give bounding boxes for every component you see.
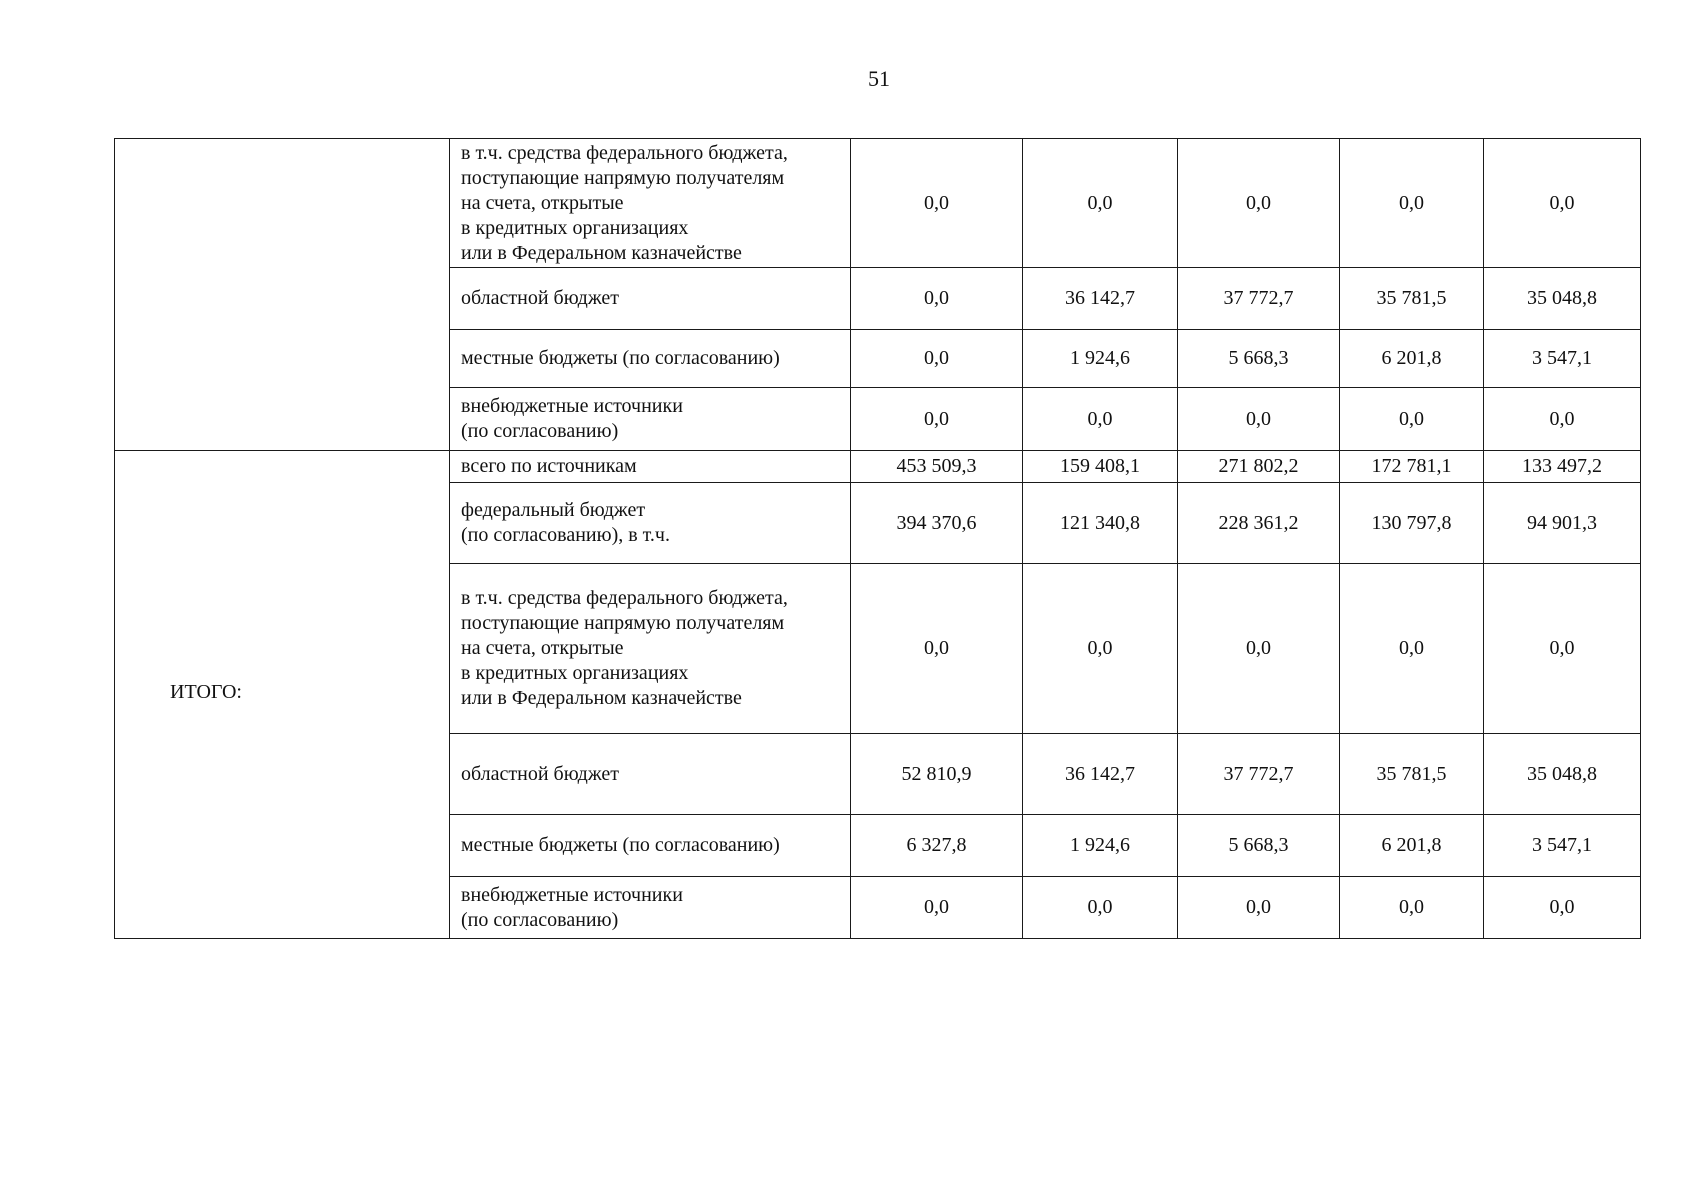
value-cell: 6 201,8	[1340, 815, 1484, 877]
value-cell: 37 772,7	[1178, 268, 1340, 330]
value-cell: 3 547,1	[1484, 815, 1641, 877]
value-cell: 0,0	[851, 330, 1023, 388]
value-cell: 0,0	[1340, 139, 1484, 268]
value-cell: 121 340,8	[1023, 483, 1178, 564]
value-cell: 0,0	[851, 564, 1023, 734]
value-cell: 35 781,5	[1340, 734, 1484, 815]
value-cell: 0,0	[1023, 388, 1178, 451]
value-cell: 0,0	[1340, 388, 1484, 451]
source-label: внебюджетные источники (по согласованию)	[450, 877, 851, 939]
value-cell: 0,0	[851, 139, 1023, 268]
value-cell: 3 547,1	[1484, 330, 1641, 388]
total-label: ИТОГО:	[170, 681, 242, 703]
value-cell: 0,0	[1023, 139, 1178, 268]
source-label: федеральный бюджет (по согласованию), в т.ч.	[450, 483, 851, 564]
value-cell: 0,0	[1023, 564, 1178, 734]
value-cell: 172 781,1	[1340, 451, 1484, 483]
budget-table	[114, 138, 1641, 939]
value-cell: 52 810,9	[851, 734, 1023, 815]
value-cell: 1 924,6	[1023, 815, 1178, 877]
source-label: местные бюджеты (по согласованию)	[450, 815, 851, 877]
value-cell: 36 142,7	[1023, 734, 1178, 815]
group-label-cell	[115, 451, 450, 939]
table-row	[115, 451, 1641, 483]
value-cell: 0,0	[1340, 564, 1484, 734]
value-cell: 36 142,7	[1023, 268, 1178, 330]
value-cell: 453 509,3	[851, 451, 1023, 483]
value-cell: 228 361,2	[1178, 483, 1340, 564]
value-cell: 0,0	[1178, 388, 1340, 451]
source-label: всего по источникам	[450, 451, 851, 483]
source-label: областной бюджет	[450, 734, 851, 815]
value-cell: 159 408,1	[1023, 451, 1178, 483]
value-cell: 130 797,8	[1340, 483, 1484, 564]
value-cell: 35 048,8	[1484, 734, 1641, 815]
value-cell: 5 668,3	[1178, 815, 1340, 877]
value-cell: 0,0	[1484, 139, 1641, 268]
value-cell: 133 497,2	[1484, 451, 1641, 483]
value-cell: 0,0	[1484, 564, 1641, 734]
value-cell: 94 901,3	[1484, 483, 1641, 564]
value-cell: 35 781,5	[1340, 268, 1484, 330]
source-label: в т.ч. средства федерального бюджета, поступающие напрямую получателям на счета, открытые в кредитных организациях или в Федеральном казначействе	[450, 564, 851, 734]
value-cell: 0,0	[1178, 564, 1340, 734]
value-cell: 5 668,3	[1178, 330, 1340, 388]
value-cell: 0,0	[851, 877, 1023, 939]
source-label: местные бюджеты (по согласованию)	[450, 330, 851, 388]
value-cell: 0,0	[851, 268, 1023, 330]
value-cell: 271 802,2	[1178, 451, 1340, 483]
source-label: внебюджетные источники (по согласованию)	[450, 388, 851, 451]
group-label-cell	[115, 139, 450, 451]
value-cell: 0,0	[1023, 877, 1178, 939]
value-cell: 1 924,6	[1023, 330, 1178, 388]
source-label: в т.ч. средства федерального бюджета, поступающие напрямую получателям на счета, открытые в кредитных организациях или в Федеральном казначействе	[450, 139, 851, 268]
value-cell: 6 201,8	[1340, 330, 1484, 388]
value-cell: 37 772,7	[1178, 734, 1340, 815]
value-cell: 0,0	[1178, 877, 1340, 939]
value-cell: 0,0	[1484, 388, 1641, 451]
value-cell: 0,0	[1340, 877, 1484, 939]
value-cell: 0,0	[1484, 877, 1641, 939]
value-cell: 0,0	[1178, 139, 1340, 268]
page-number: 51	[868, 66, 890, 91]
table-row	[115, 139, 1641, 268]
value-cell: 394 370,6	[851, 483, 1023, 564]
value-cell: 35 048,8	[1484, 268, 1641, 330]
value-cell: 6 327,8	[851, 815, 1023, 877]
value-cell: 0,0	[851, 388, 1023, 451]
source-label: областной бюджет	[450, 268, 851, 330]
